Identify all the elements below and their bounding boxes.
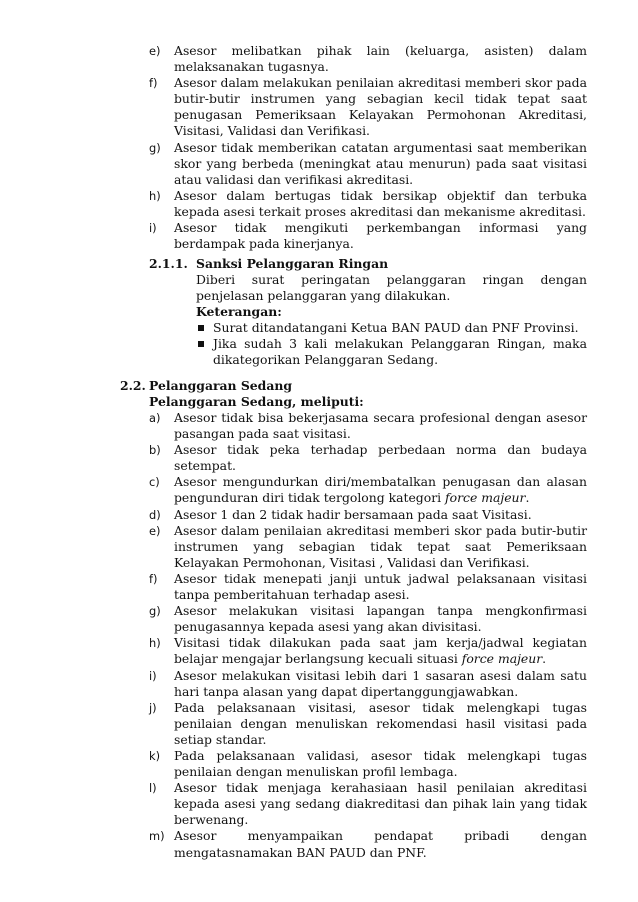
list-item-label: h) xyxy=(149,188,161,203)
list-item-text xyxy=(174,700,587,748)
section-title: Pelanggaran Sedang xyxy=(149,378,293,393)
list-item-text xyxy=(174,140,587,188)
list-item-text-main: Asesor dalam penilaian akreditasi memberi skor pada butir-butir instrumen yang sebagian tidak tepat saat Pemeriksaan Kelayakan Permohonan, Visitasi , Validasi dan Verifikasi. xyxy=(174,522,587,570)
list-item-text xyxy=(174,603,587,635)
list-item-emphasis: force majeur xyxy=(461,651,543,667)
sanksi-body xyxy=(196,272,587,304)
list-item-text xyxy=(174,780,587,828)
list-item-label: k) xyxy=(149,748,161,763)
list-item-text-main: Visitasi tidak dilakukan pada saat jam kerja/jadwal kegiatan belajar mengajar berlangsung kecuali situasi xyxy=(174,635,587,667)
list-item xyxy=(149,828,587,860)
list-item-label: e) xyxy=(149,44,161,58)
sanksi-text: Diberi surat peringatan pelanggaran ringan dengan penjelasan pelanggaran yang dilakukan. xyxy=(196,272,587,304)
list-item-label: f) xyxy=(149,571,158,586)
section-heading-sedang xyxy=(120,378,292,394)
list-item xyxy=(149,140,587,188)
list-item xyxy=(149,748,587,780)
list-item xyxy=(149,474,587,506)
list-item-text-main: Asesor tidak mengikuti perkembangan informasi yang berdampak pada kinerjanya. xyxy=(174,220,587,252)
list-item-label: e) xyxy=(149,523,161,538)
list-item-text xyxy=(174,748,587,780)
list-item-text xyxy=(174,507,587,523)
list-item-text-main: Asesor melakukan visitasi lebih dari 1 sasaran asesi dalam satu hari tanpa alasan yang dapat dipertanggungjawabkan. xyxy=(174,667,587,699)
list-item-text-main: Asesor tidak menjaga kerahasiaan hasil penilaian akreditasi kepada asesi yang sedang diakreditasi dan pihak lain yang tidak berwenang. xyxy=(174,780,587,828)
list-item-text-end: . xyxy=(542,651,547,667)
list-item-text xyxy=(174,220,587,252)
list-item xyxy=(149,571,587,603)
list-item xyxy=(149,75,587,139)
list-item-text xyxy=(174,442,587,474)
violation-list-ringan xyxy=(149,43,587,252)
list-item-text-main: Asesor 1 dan 2 tidak hadir bersamaan pada saat Visitasi. xyxy=(174,506,532,522)
list-item-text-main: Pada pelaksanaan visitasi, asesor tidak melengkapi tugas penilaian dengan menuliskan rekomendasi hasil visitasi pada setiap standar. xyxy=(174,699,587,747)
list-item xyxy=(149,442,587,474)
list-item-label: d) xyxy=(149,507,161,522)
list-item xyxy=(149,523,587,571)
list-item-label: i) xyxy=(149,221,157,236)
list-item xyxy=(149,603,587,635)
list-item-text-main: Asesor tidak memberikan catatan argumentasi saat memberikan skor yang berbeda (meningkat atau menurun) pada saat visitasi atau validasi dan verifikasi akreditasi. xyxy=(174,139,587,187)
bullet-item xyxy=(196,320,587,336)
list-item-text-main: Asesor tidak menepati janji untuk jadwal pelaksanaan visitasi tanpa pemberitahuan terhadap asesi. xyxy=(174,570,587,603)
list-item-label: i) xyxy=(149,668,157,683)
bullet-item xyxy=(196,336,587,368)
section-number: 2.1.1. xyxy=(149,256,188,271)
list-item-text-main: Asesor dalam melakukan penilaian akreditasi memberi skor pada butir-butir instrumen yang sebagian kecil tidak tepat saat penugasan Pemeriksaan Kelayakan Permohonan Akreditasi, Visitasi, Validasi dan Verifikasi. xyxy=(174,75,587,139)
list-item-text xyxy=(174,43,587,75)
list-item-label: f) xyxy=(149,76,158,91)
keterangan-list xyxy=(196,320,587,368)
list-item xyxy=(149,780,587,828)
list-item-label: g) xyxy=(149,140,161,155)
list-item-label: b) xyxy=(149,443,161,458)
list-item-text xyxy=(174,668,587,700)
list-item-label: c) xyxy=(149,475,160,490)
list-item-text xyxy=(174,635,587,667)
violation-list-sedang xyxy=(149,410,587,861)
square-bullet-icon xyxy=(198,341,204,347)
list-item xyxy=(149,700,587,748)
list-item-text-main: Asesor menyampaikan pendapat pribadi dengan mengatasnamakan BAN PAUD dan PNF. xyxy=(174,828,587,860)
section-number: 2.2. xyxy=(120,378,146,393)
list-item-text xyxy=(174,828,587,860)
square-bullet-icon xyxy=(198,325,204,331)
list-item xyxy=(149,410,587,442)
list-item-text xyxy=(174,188,587,220)
list-item xyxy=(149,507,587,523)
list-item-label: m) xyxy=(149,829,165,844)
list-item-label: h) xyxy=(149,636,161,651)
list-item-emphasis: force majeur xyxy=(445,490,526,506)
list-item-text xyxy=(174,571,587,603)
section-subtitle: Pelanggaran Sedang, meliputi: xyxy=(149,394,364,409)
list-item xyxy=(149,188,587,220)
list-item-text xyxy=(174,410,587,442)
list-item-label: j) xyxy=(149,700,157,715)
list-item-text-main: Asesor mengundurkan diri/membatalkan penugasan dan alasan pengunduran diri tidak tergolong kategori xyxy=(174,474,587,506)
section-title: Sanksi Pelanggaran Ringan xyxy=(196,256,389,271)
list-item-label: g) xyxy=(149,604,161,619)
list-item-label: l) xyxy=(149,781,157,796)
list-item-text-main: Asesor dalam bertugas tidak bersikap objektif dan terbuka kepada asesi terkait proses akreditasi dan mekanisme akreditasi. xyxy=(174,187,587,219)
list-item-text-end: . xyxy=(525,490,530,506)
list-item-label: a) xyxy=(149,411,161,425)
list-item-text-main: Asesor melibatkan pihak lain (keluarga, asisten) dalam melaksanakan tugasnya. xyxy=(174,43,587,75)
bullet-text: Jika sudah 3 kali melakukan Pelanggaran Ringan, maka dikategorikan Pelanggaran Sedang. xyxy=(213,336,587,368)
list-item xyxy=(149,668,587,700)
list-item-text-main: Pada pelaksanaan validasi, asesor tidak melengkapi tugas penilaian dengan menuliskan profil lembaga. xyxy=(174,747,587,780)
list-item-text-main: Asesor tidak peka terhadap perbedaan norma dan budaya setempat. xyxy=(174,442,587,474)
bullet-text: Surat ditandatangani Ketua BAN PAUD dan PNF Provinsi. xyxy=(213,320,579,335)
list-item-text xyxy=(174,474,587,506)
list-item xyxy=(149,635,587,667)
list-item-text-main: Asesor melakukan visitasi lapangan tanpa mengkonfirmasi penugasannya kepada asesi yang akan divisitasi. xyxy=(174,603,587,635)
section-heading-sanksi xyxy=(149,256,388,272)
list-item-text-main: Asesor tidak bisa bekerjasama secara profesional dengan asesor pasangan pada saat visitasi. xyxy=(174,410,587,442)
list-item xyxy=(149,220,587,252)
list-item xyxy=(149,43,587,75)
list-item-text xyxy=(174,75,587,139)
keterangan-label: Keterangan: xyxy=(196,304,282,319)
list-item-text xyxy=(174,523,587,571)
